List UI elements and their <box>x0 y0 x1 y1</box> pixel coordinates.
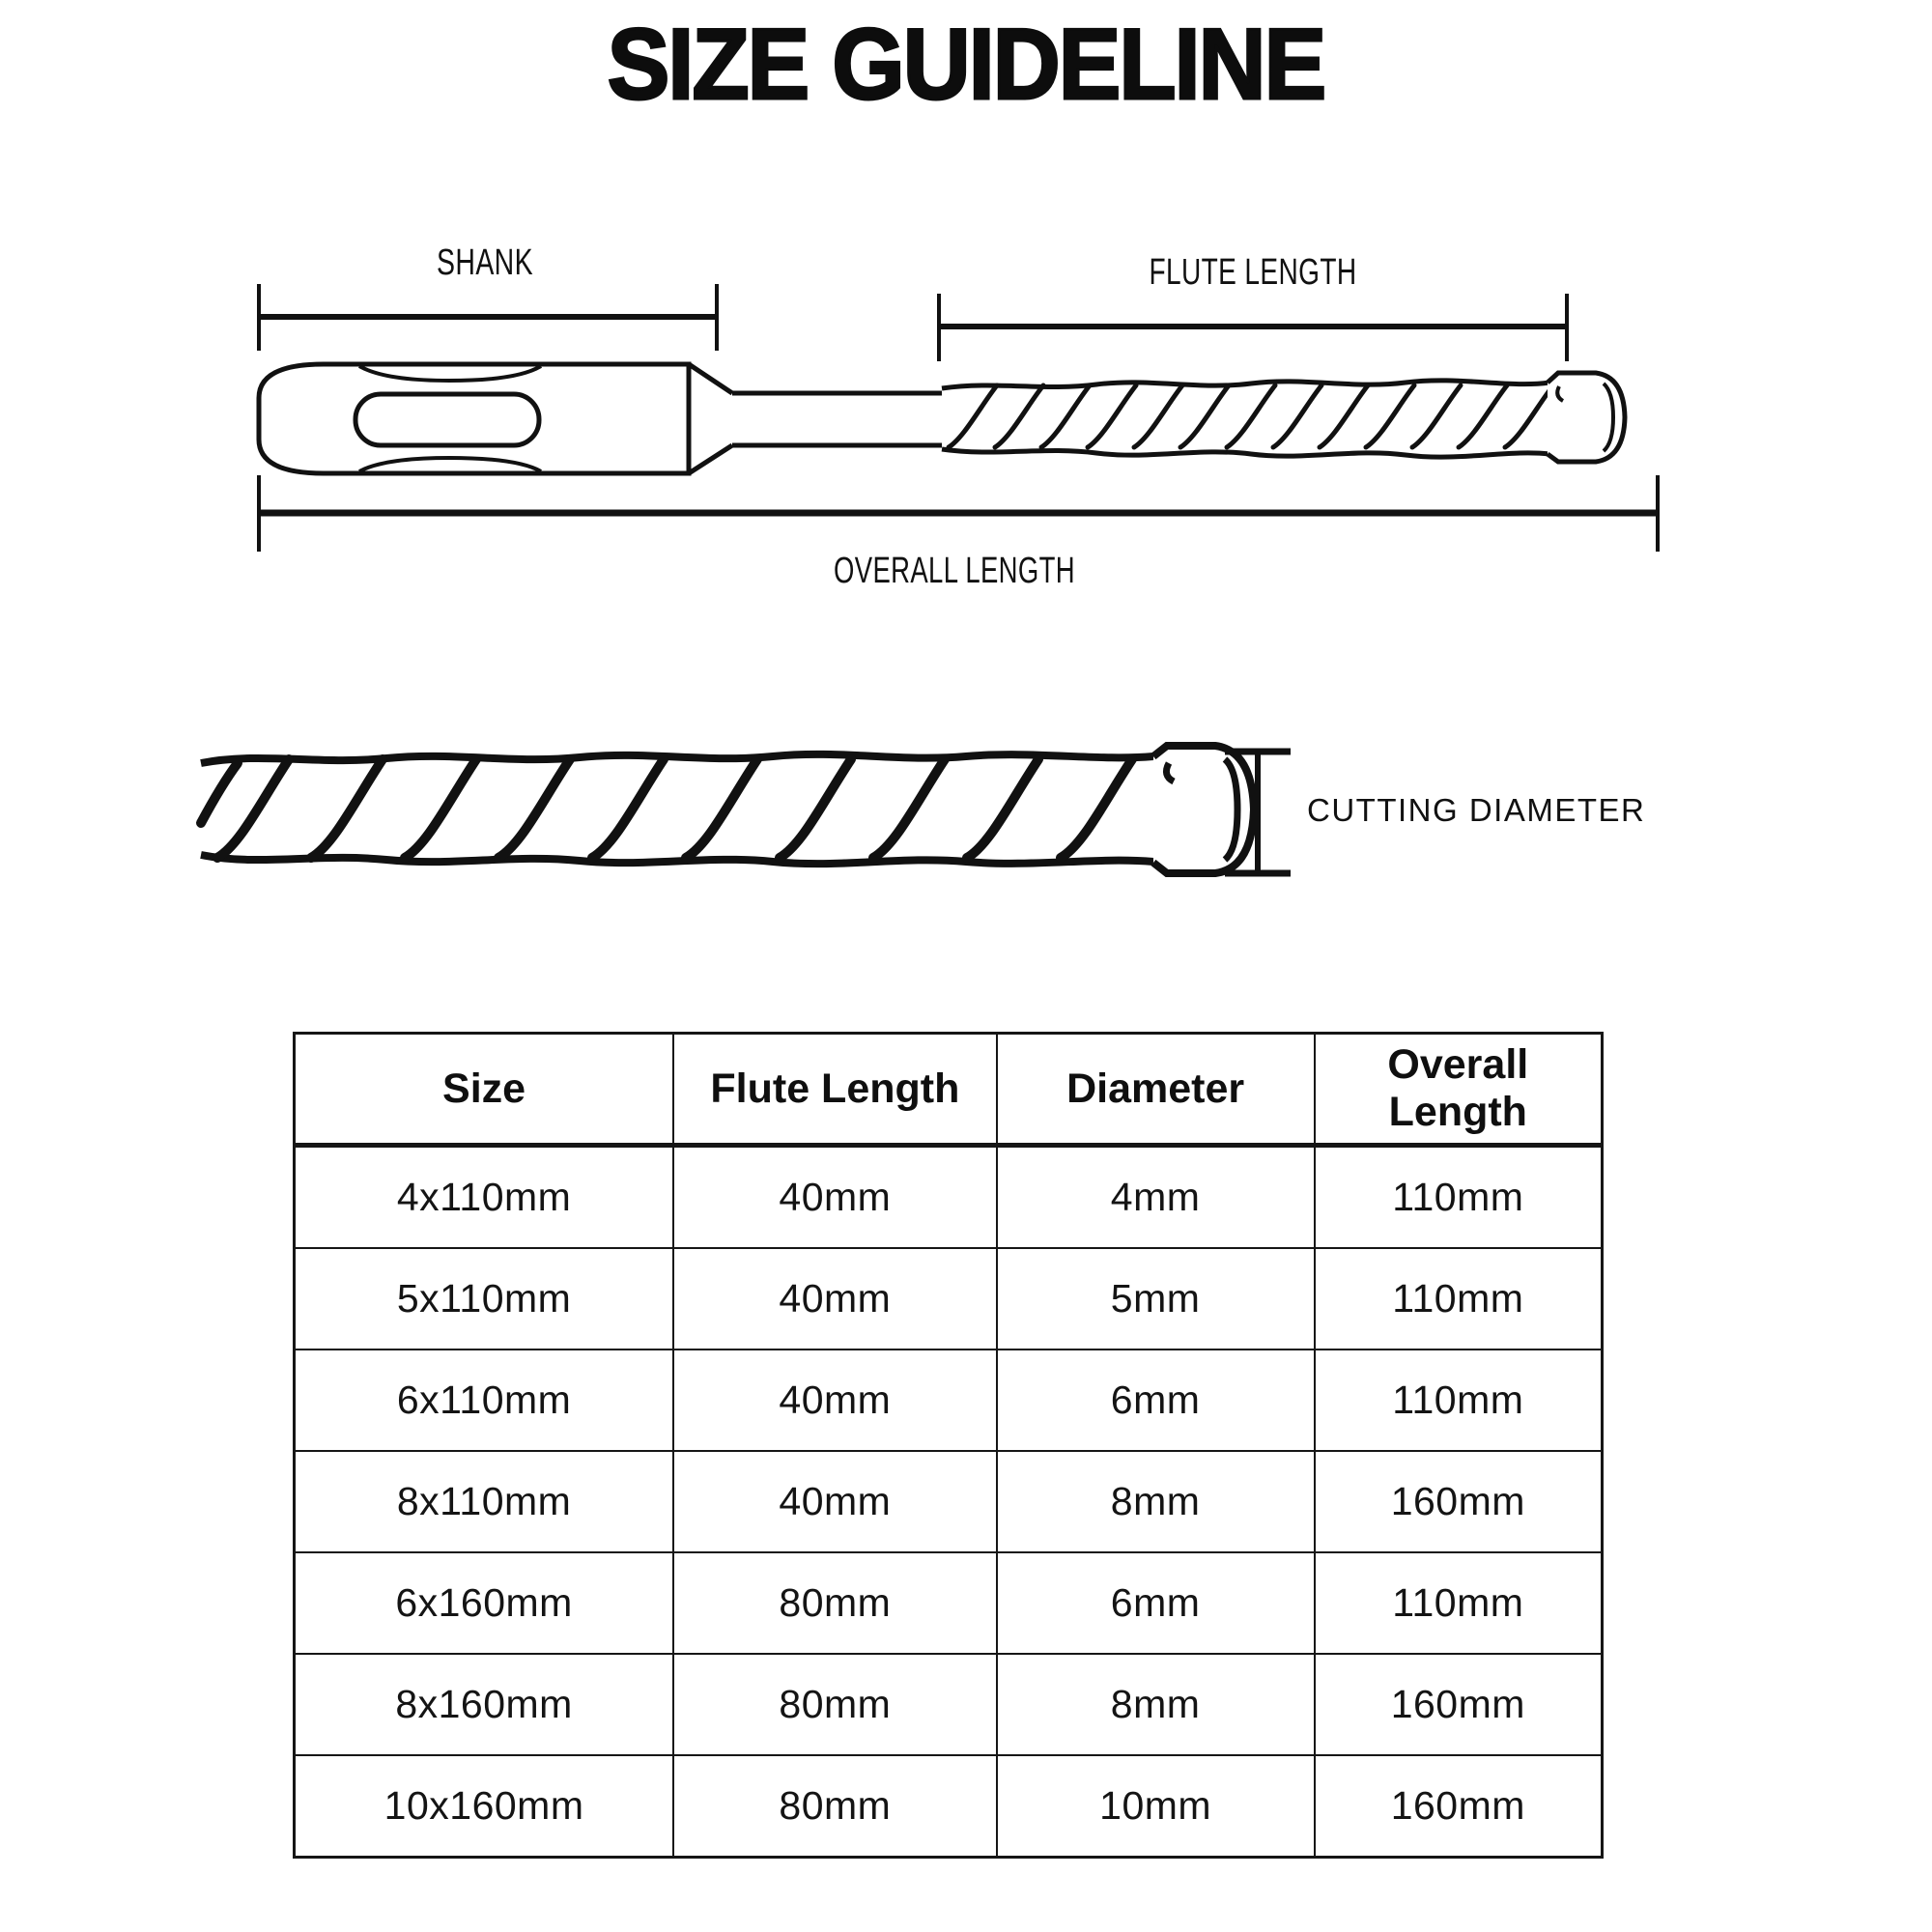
table-cell: 6x110mm <box>295 1350 674 1451</box>
table-row <box>295 1146 1603 1249</box>
table-cell: 110mm <box>1315 1146 1603 1249</box>
table-cell: 4x110mm <box>295 1146 674 1249</box>
table-cell: 40mm <box>673 1146 996 1249</box>
column-header: Flute Length <box>673 1034 996 1146</box>
column-header: Size <box>295 1034 674 1146</box>
drill-bit-side-view-diagram <box>145 174 1787 609</box>
shank-label: SHANK <box>437 242 533 283</box>
size-table <box>293 1032 1604 1859</box>
flute-length-dimension-line <box>939 294 1567 361</box>
column-header: Overall Length <box>1315 1034 1603 1146</box>
shank-dimension-line <box>259 284 717 351</box>
drill-bit-outline <box>259 364 1625 473</box>
table-cell: 8mm <box>997 1654 1315 1755</box>
closeup-edge-bottom <box>201 855 1153 864</box>
table-cell: 80mm <box>673 1755 996 1858</box>
table-cell: 6mm <box>997 1552 1315 1654</box>
table-cell: 80mm <box>673 1654 996 1755</box>
closeup-spiral-threads <box>217 759 1132 858</box>
table-row <box>295 1451 1603 1552</box>
table-cell: 160mm <box>1315 1451 1603 1552</box>
table-cell: 40mm <box>673 1248 996 1350</box>
cutting-diameter-diagram <box>145 705 1787 947</box>
flute-edge-bottom <box>942 449 1549 457</box>
table-cell: 80mm <box>673 1552 996 1654</box>
cutting-diameter-label: CUTTING DIAMETER <box>1307 792 1646 828</box>
table-cell: 6mm <box>997 1350 1315 1451</box>
table-cell: 10mm <box>997 1755 1315 1858</box>
table-cell: 5x110mm <box>295 1248 674 1350</box>
table-row <box>295 1654 1603 1755</box>
closeup-edge-top <box>201 754 1153 763</box>
table-cell: 8mm <box>997 1451 1315 1552</box>
size-table-header <box>295 1034 1603 1146</box>
table-cell: 40mm <box>673 1350 996 1451</box>
header-row <box>295 1034 1603 1146</box>
table-row <box>295 1350 1603 1451</box>
flute-closeup-outline <box>201 746 1254 873</box>
column-header: Diameter <box>997 1034 1315 1146</box>
table-cell: 160mm <box>1315 1755 1603 1858</box>
table-cell: 40mm <box>673 1451 996 1552</box>
overall-length-label: OVERALL LENGTH <box>834 551 1075 591</box>
table-cell: 110mm <box>1315 1248 1603 1350</box>
rod-section <box>732 393 942 445</box>
closeup-partial-thread <box>201 763 238 823</box>
table-row <box>295 1552 1603 1654</box>
table-cell: 10x160mm <box>295 1755 674 1858</box>
table-cell: 6x160mm <box>295 1552 674 1654</box>
table-cell: 5mm <box>997 1248 1315 1350</box>
overall-length-dimension-line <box>259 475 1658 552</box>
shank-taper <box>689 364 732 473</box>
size-table-body <box>295 1146 1603 1858</box>
table-row <box>295 1248 1603 1350</box>
table-cell: 110mm <box>1315 1552 1603 1654</box>
flute-spiral-threads <box>949 385 1553 447</box>
flute-length-label: FLUTE LENGTH <box>1149 252 1357 293</box>
table-cell: 8x110mm <box>295 1451 674 1552</box>
table-cell: 160mm <box>1315 1654 1603 1755</box>
table-row <box>295 1755 1603 1858</box>
table-cell: 8x160mm <box>295 1654 674 1755</box>
table-cell: 110mm <box>1315 1350 1603 1451</box>
table-cell: 4mm <box>997 1146 1315 1249</box>
page-title: SIZE GUIDELINE <box>607 9 1325 121</box>
shank-slot <box>355 394 539 445</box>
